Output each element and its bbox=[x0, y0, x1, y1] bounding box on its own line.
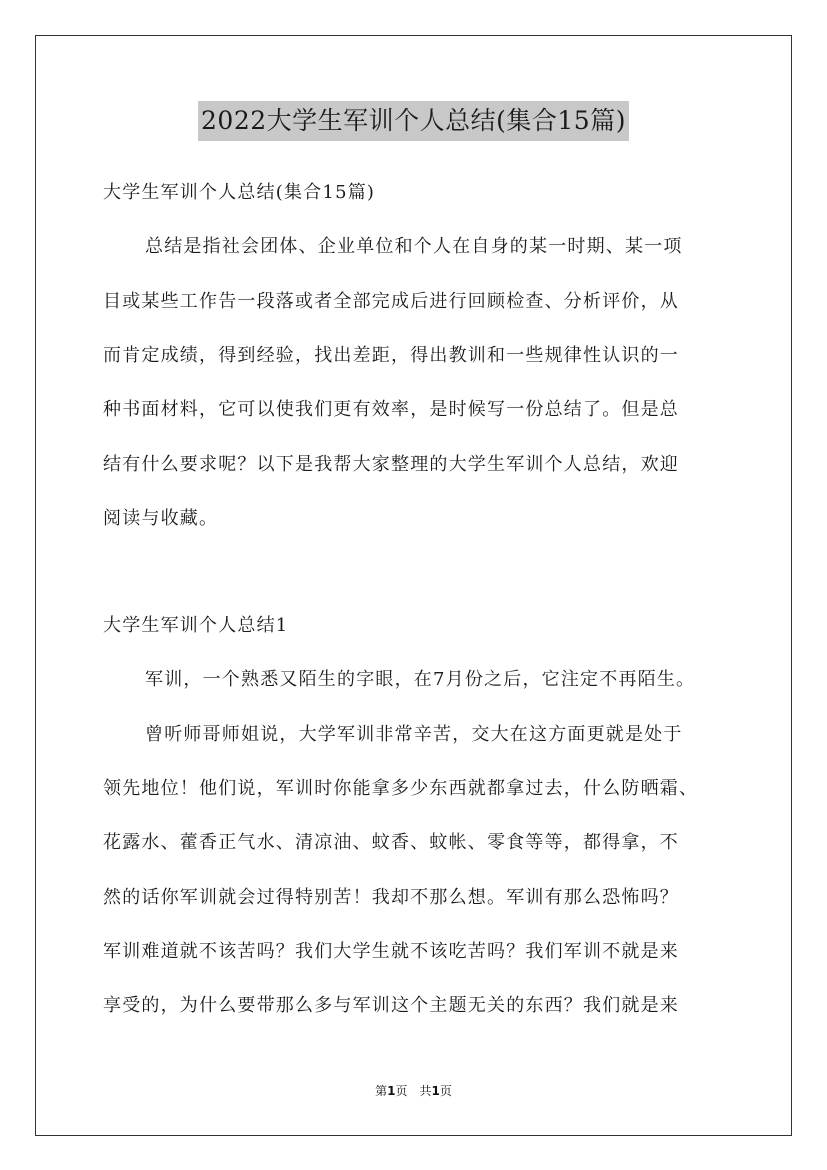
footer-prefix: 第 bbox=[375, 1084, 388, 1098]
paragraph-line: 种书面材料，它可以使我们更有效率，是时候写一份总结了。但是总 bbox=[103, 399, 679, 420]
paragraph-line: 领先地位！他们说，军训时你能拿多少东西就都拿过去，什么防晒霜、 bbox=[103, 778, 699, 799]
paragraph-line: 结有什么要求呢？以下是我帮大家整理的大学生军训个人总结，欢迎 bbox=[103, 454, 679, 475]
paragraph-line: 花露水、藿香正气水、清凉油、蚊香、蚊帐、零食等等，都得拿，不 bbox=[103, 832, 679, 853]
paragraph-line: 然的话你军训就会过得特别苦！我却不那么想。军训有那么恐怖吗？ bbox=[103, 887, 679, 908]
document-title bbox=[0, 101, 827, 141]
footer-mid: 页 共 bbox=[395, 1084, 432, 1098]
footer-current-page: 1 bbox=[387, 1084, 396, 1098]
paragraph-line: 目或某些工作告一段落或者全部完成后进行回顾检查、分析评价，从 bbox=[103, 291, 679, 312]
footer-total-pages: 1 bbox=[431, 1084, 440, 1098]
subtitle-line: 大学生军训个人总结(集合15篇) bbox=[103, 182, 376, 203]
paragraph-line: 曾听师哥师姐说，大学军训非常辛苦，交大在这方面更就是处于 bbox=[145, 724, 683, 745]
footer-suffix: 页 bbox=[439, 1084, 452, 1098]
page-footer bbox=[0, 1083, 827, 1099]
paragraph-line: 阅读与收藏。 bbox=[103, 508, 219, 529]
paragraph-line: 而肯定成绩，得到经验，找出差距，得出教训和一些规律性认识的一 bbox=[103, 345, 679, 366]
paragraph-line: 军训，一个熟悉又陌生的字眼，在7月份之后，它注定不再陌生。 bbox=[145, 669, 696, 690]
document-title-text: 2022大学生军训个人总结(集合15篇) bbox=[198, 101, 629, 141]
paragraph-line: 享受的，为什么要带那么多与军训这个主题无关的东西？我们就是来 bbox=[103, 995, 679, 1016]
paragraph-line: 总结是指社会团体、企业单位和个人在自身的某一时期、某一项 bbox=[145, 236, 683, 257]
paragraph-line: 军训难道就不该苦吗？我们大学生就不该吃苦吗？我们军训不就是来 bbox=[103, 941, 679, 962]
section-heading: 大学生军训个人总结1 bbox=[103, 615, 289, 636]
